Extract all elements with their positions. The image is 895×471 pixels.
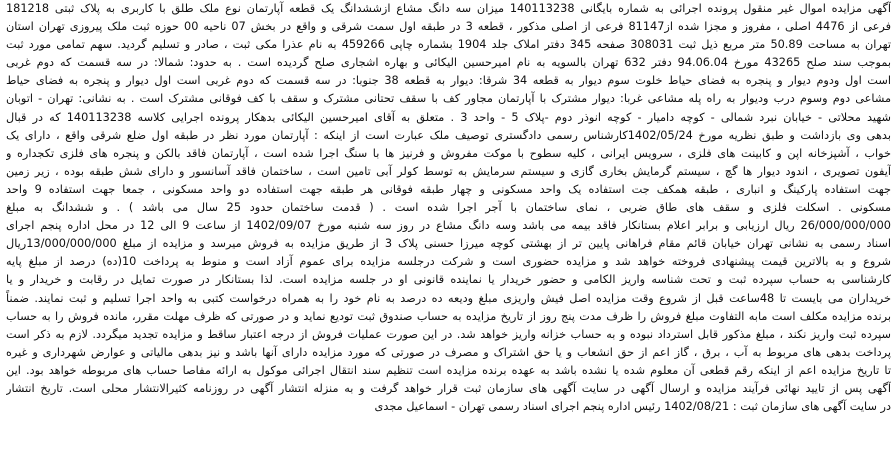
notice-line: مسکونی . اسکلت فلزی و سقف های طاق ضربی ، نمای ساختمان با آجر اجرا شده است . ( قدمت ساختمان حدود 25 سال می باشد ) . و ششدانگ به مبلغ — [6, 201, 891, 215]
notice-line: برنده مزایده مکلف است مابه التفاوت مبلغ فروش را ظرف مدت پنج روز از تاریخ مزایده به حساب صندوق ثبت تودیع نماید و در صورتی که ظرف مهلت مقرر، مانده فروش را به حساب — [6, 309, 891, 323]
notice-line: بموجب سند صلح 43265 مورخ 94.06.04 دفتر 632 تهران بالسویه به نام امیرحسین الیکائی و بهاره اشجاری صلح گردیده است . به حدود: شمالا: در سه قسمت که دوم غربی — [6, 56, 891, 70]
notice-line: است اول ودوم دیوار و پنجره به فضای حیاط خلوت سوم دیوار به قطعه 34 شرقا: دیوار به قطعه 38 جنوبا: در سه قسمت که دوم غربی است اول دیوار و پنجره به فضای حیاط — [6, 74, 891, 88]
notice-line: شروع و به بالاترین قیمت پیشنهادی فروخته خواهد شد و مزایده حضوری است و شرکت درجلسه مزایده برای عموم آزاد است و منوط به پرداخت 10(ده) درصد از مبلغ پایه — [6, 255, 891, 269]
notice-line: آگهی پس از تایید نهائی فرآیند مزایده و ارسال آگهی در سایت آگهی های سازمان ثبت قرار خواهد گرفت و به منزله انتشار آگهی در روزنامه کثیرالانتشار محلی است. تاریخ انتشار — [6, 381, 891, 395]
notice-signature-line: در سایت آگهی های سازمان ثبت : 1402/08/21 رئیس اداره پنجم اجرای اسناد رسمی تهران - اسماعیل مجدی — [374, 400, 891, 414]
notice-line: تا تاریخ مزایده اعم از اینکه رقم قطعی آن معلوم شده یا نشده باشد به عهده برنده مزایده است تنظیم سند انتقال اجرائی موکول به ارائه مفاصا حساب های مربوطه خواهد بود. این — [6, 363, 891, 377]
notice-line: کارشناسی به حساب سپرده ثبت و تحت شناسه واریز الکامی و حضور خریدار یا نماینده قانونی او در جلسه مزایده است. لذا بستانکار در صورت تمایل در رقابت و خریدار و یا — [6, 273, 891, 287]
notice-line: سپرده ثبت واریز نکند ، مبلغ مذکور قابل استرداد نبوده و به حساب خزانه واریز خواهد شد. در این صورت عملیات فروش از درجه اعتبار ساقط و مزایده تجدید میگردد. لازم به ذکر است — [6, 327, 891, 341]
notice-line: مشاعی دوم وسوم درب ودیوار به راه پله مشاعی غربا: دیوار مشترک با آپارتمان مجاور کف با سقف تحتانی مشترک و سقف با کف فوقانی مشترک است . به نشانی: تهران - اتوبان — [6, 92, 891, 106]
notice-line: پرداخت بدهی های مربوط به آب ، برق ، گاز اعم از حق انشعاب و یا حق اشتراک و مصرف در صورتی که مورد مزایده دارای آنها باشد و نیز بدهی مالیاتی و عوارض شهرداری و غیره — [6, 345, 891, 359]
notice-line: بدهی وی بازداشت و طبق نظریه مورخ 1402/05/24کارشناس رسمی دادگستری توصیف ملک عبارت است از اینکه : آپارتمان مورد نظر در طبقه اول ضلع شرقی واقع ، دارای یک — [6, 128, 891, 142]
notice-line: خریداران می بایست تا 48ساعت قبل از شروع وقت مزایده اصل فیش واریزی مبلغ ودیعه ده درصد به نام خود را به همراه درخواست کتبی به واحد اجرا تسلیم و ثبت نمایند. ضمناً — [6, 291, 891, 305]
notice-line: تهران به مساحت 50.89 متر مربع ذیل ثبت 308031 صفحه 345 دفتر املاک جلد 1904 بشماره چاپی 459266 به نام عذرا مکی ثبت ، صادر و تسلیم گردید. سهم تمامی مورد ثبت — [6, 38, 891, 52]
notice-line: آگهی مزایده اموال غیر منقول پرونده اجرائی به شماره بایگانی 140113238 میزان سه دانگ مشاع ازششدانگ یک قطعه آپارتمان نوع ملک طلق با کاربری به پلاک ثبتی 181218 — [6, 2, 891, 15]
notice-line: آیفون تصویری ، اندود دیوار ها گچ ، سیستم گرمایش بخاری گازی و سیستم سرمایش به توسط کولر آبی تامین است ، ساختمان فاقد آسانسور و دارای شش طبقه بوده ، زیر زمین — [6, 164, 891, 178]
notice-line: خواب ، آشپزخانه اپن و کابینت های فلزی ، سرویس ایرانی ، کلیه سطوح با موکت مفروش و فرنیز ها با سنگ اجرا شده است ، آپارتمان فاقد بالکن و پنجره های فلزی تکجداره و — [6, 146, 891, 160]
notice-line: شهید محلاتی - خیابان نبرد شمالی - کوچه دامیار - کوچه انوذر دوم -پلاک 5 - واحد 3 . متعلق به آقای امیرحسین الیکائی بدهکار پرونده اجرایی کلاسه 140113238 که در قبال — [6, 110, 891, 124]
notice-line: فرعی از 4476 اصلی ، مفروز و مجزا شده از81147 فرعی از اصلی مذکور ، قطعه 3 در طبقه اول سمت شرقی و واقع در بخش 07 ناحیه 00 حوزه ثبت ملک پیروزی تهران استان — [6, 20, 891, 34]
notice-line: جهت استفاده پارکینگ و انباری ، طبقه همکف جت استفاده یک واحد مسکونی و چهار طبقه فوقانی هر طبقه جهت استفاده دو واحد مسکونی ، جمعا جهت استفاده 9 واحد — [6, 182, 891, 196]
notice-line: 26/000/000/000 ریال ارزیابی و برابر اعلام بستانکار فاقد بیمه می باشد وسه دانگ مشاع در روز سه شنبه مورخ 1402/09/07 از ساعت 9 الی 12 در محل اداره پنجم اجرای — [6, 219, 891, 233]
notice-line: اسناد رسمی به نشانی تهران خیابان قائم مقام فراهانی پایین تر از بهشتی کوچه میرزا حسنی پلاک 3 از طریق مزایده به فروش میرسد و مزایده از مبلغ 13/000/000/000ریال — [6, 237, 891, 251]
